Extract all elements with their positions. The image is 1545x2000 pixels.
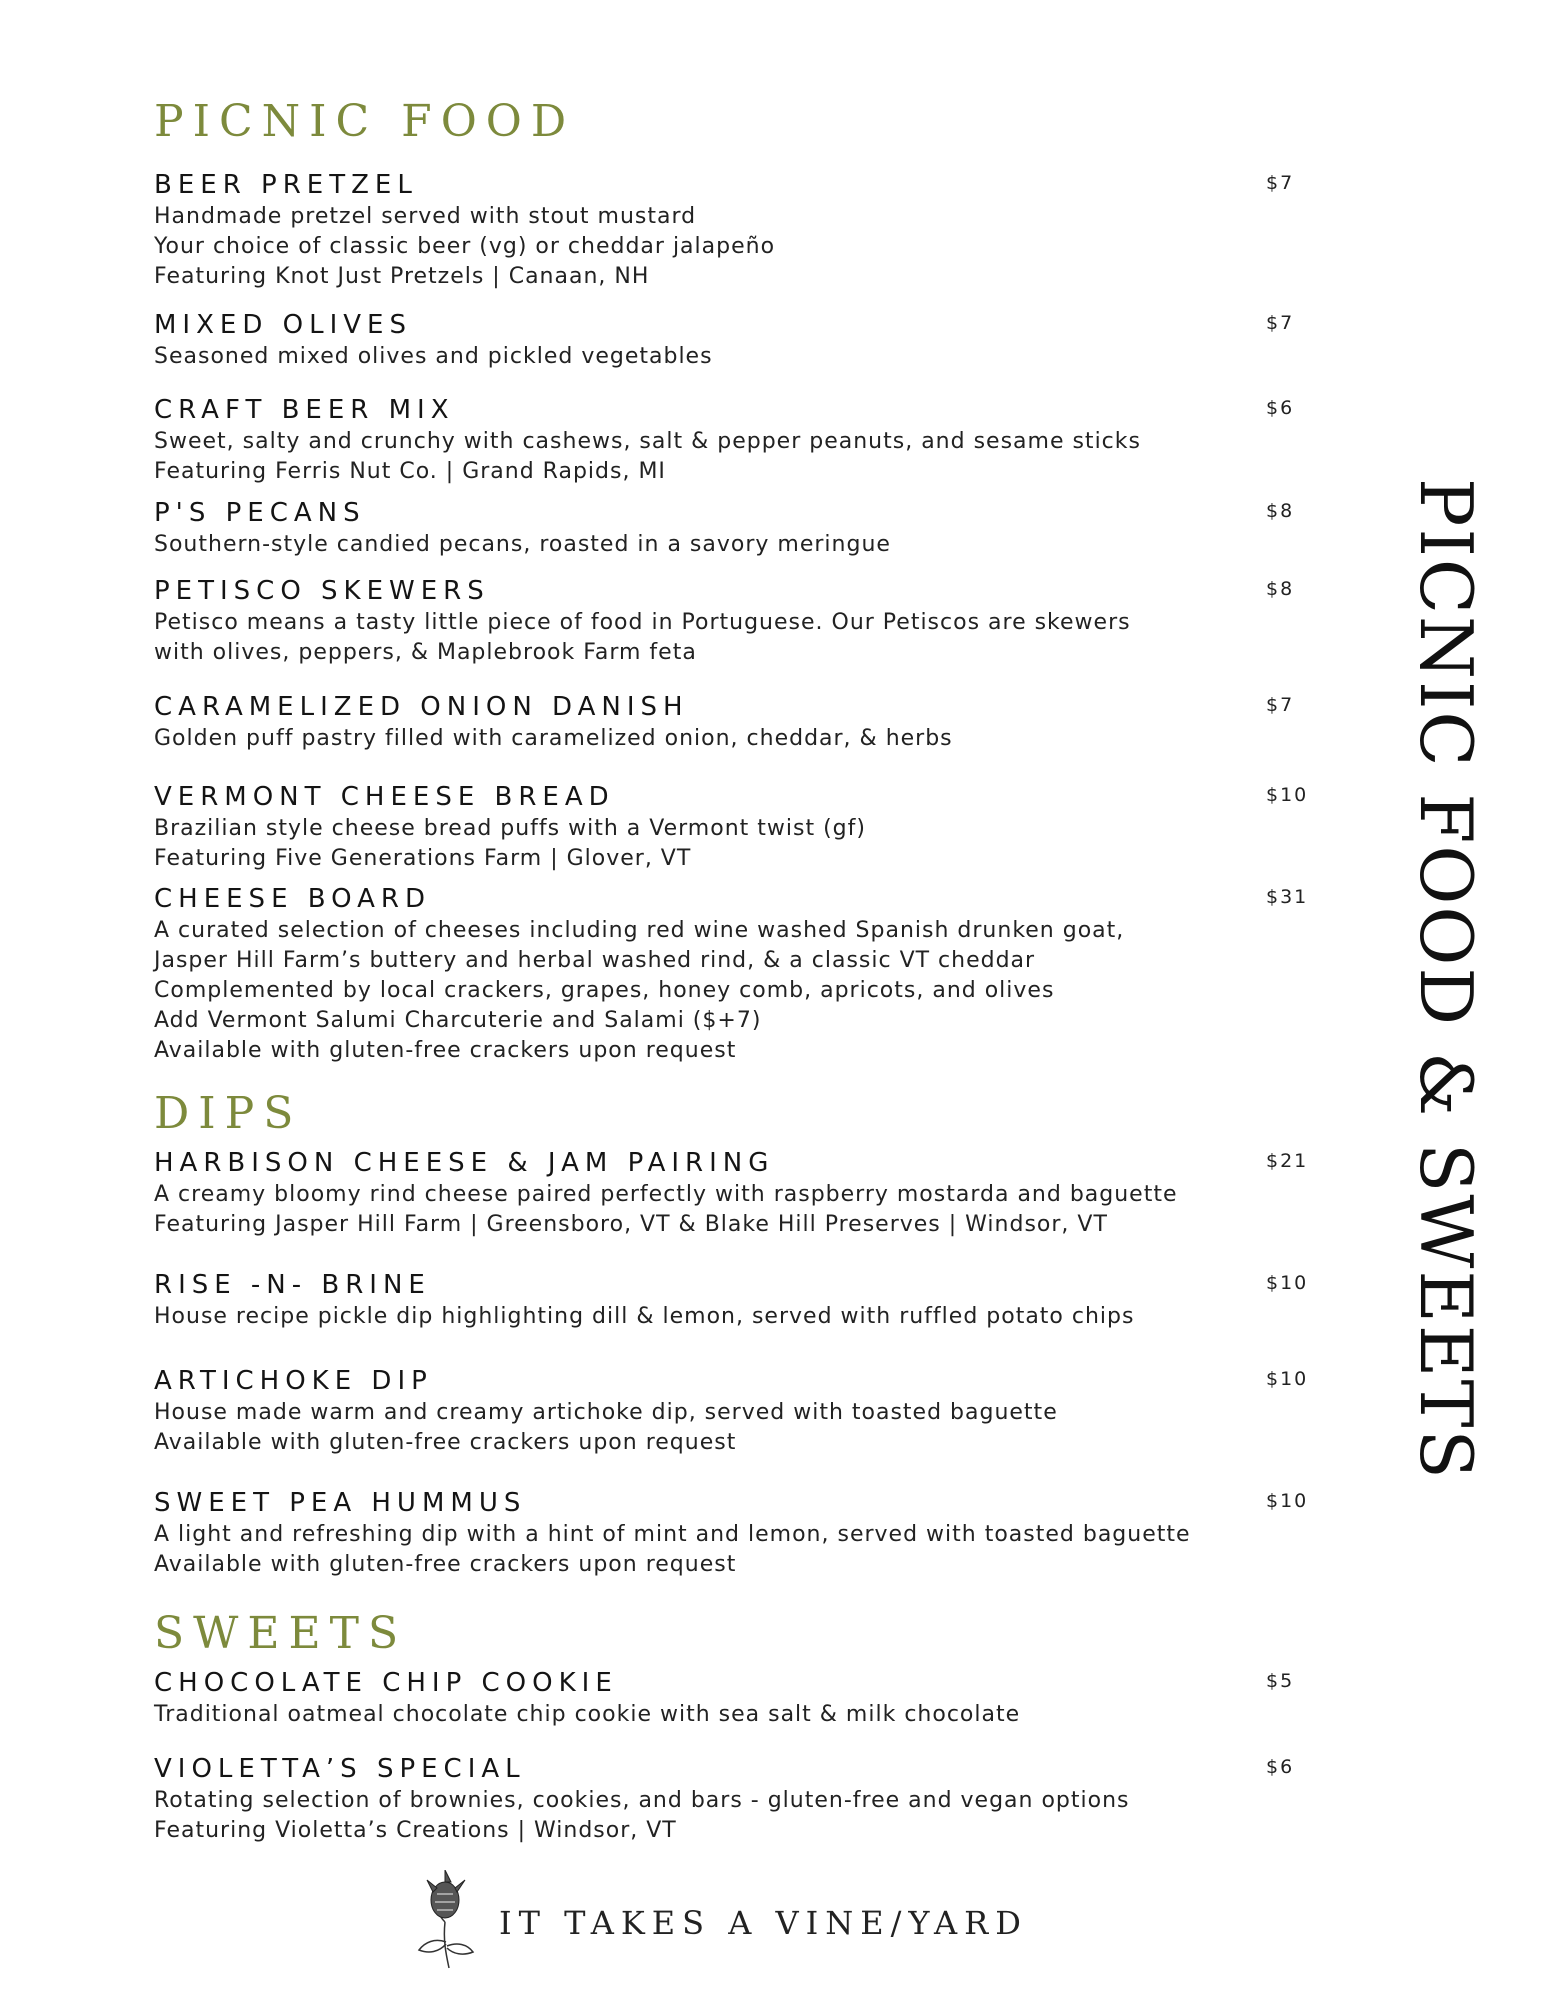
item-price: $10	[1266, 1490, 1309, 1512]
item-description: Petisco means a tasty little piece of food in Portuguese. Our Petiscos are skewers	[154, 610, 1131, 635]
menu-item	[154, 574, 1334, 668]
item-price: $7	[1266, 312, 1295, 334]
item-description: Southern-style candied pecans, roasted in a savory meringue	[154, 532, 891, 557]
item-price: $31	[1266, 886, 1309, 908]
item-name: VERMONT CHEESE BREAD	[154, 782, 615, 812]
footer-brand-text: IT TAKES A VINE/YARD	[499, 1903, 1028, 1942]
item-description: Featuring Five Generations Farm | Glover, VT	[154, 846, 692, 871]
item-price: $6	[1266, 1756, 1295, 1778]
item-description: with olives, peppers, & Maplebrook Farm feta	[154, 640, 697, 665]
item-name: ARTICHOKE DIP	[154, 1366, 433, 1396]
item-description: House made warm and creamy artichoke dip, served with toasted baguette	[154, 1400, 1058, 1425]
item-description: Sweet, salty and crunchy with cashews, salt & pepper peanuts, and sesame sticks	[154, 429, 1141, 454]
item-description: Available with gluten-free crackers upon request	[154, 1430, 737, 1455]
menu-item	[154, 882, 1334, 1066]
menu-item	[154, 1666, 1334, 1730]
item-name: SWEET PEA HUMMUS	[154, 1488, 527, 1518]
item-price: $5	[1266, 1670, 1295, 1692]
item-description: Brazilian style cheese bread puffs with a Vermont twist (gf)	[154, 816, 866, 841]
menu-item	[154, 1364, 1334, 1458]
item-name: CRAFT BEER MIX	[154, 395, 455, 425]
item-price: $8	[1266, 500, 1295, 522]
menu-item	[154, 1146, 1334, 1240]
item-name: HARBISON CHEESE & JAM PAIRING	[154, 1148, 775, 1178]
item-price: $10	[1266, 1272, 1309, 1294]
item-name: MIXED OLIVES	[154, 310, 412, 340]
item-description: Available with gluten-free crackers upon request	[154, 1038, 737, 1063]
item-description: House recipe pickle dip highlighting dill & lemon, served with ruffled potato chips	[154, 1304, 1135, 1329]
item-name: CHOCOLATE CHIP COOKIE	[154, 1668, 618, 1698]
footer	[405, 1870, 1028, 1975]
item-description: A curated selection of cheeses including red wine washed Spanish drunken goat,	[154, 918, 1125, 943]
item-description: Your choice of classic beer (vg) or cheddar jalapeño	[154, 234, 776, 259]
item-price: $10	[1266, 1368, 1309, 1390]
item-description: Seasoned mixed olives and pickled vegetables	[154, 344, 713, 369]
item-description: A light and refreshing dip with a hint of mint and lemon, served with toasted baguette	[154, 1522, 1191, 1547]
menu-item	[154, 308, 1334, 372]
menu-item	[154, 393, 1334, 487]
item-description: Golden puff pastry filled with caramelized onion, cheddar, & herbs	[154, 726, 953, 751]
menu-item	[154, 496, 1334, 560]
menu-item	[154, 168, 1334, 292]
item-description: Featuring Violetta’s Creations | Windsor, VT	[154, 1818, 677, 1843]
item-description: Featuring Ferris Nut Co. | Grand Rapids, MI	[154, 459, 666, 484]
item-price: $10	[1266, 784, 1309, 806]
item-price: $21	[1266, 1150, 1309, 1172]
item-name: RISE -N- BRINE	[154, 1270, 431, 1300]
side-title: PICNIC FOOD & SWEETS	[1404, 478, 1488, 1481]
item-name: P'S PECANS	[154, 498, 366, 528]
menu-item	[154, 690, 1334, 754]
item-name: BEER PRETZEL	[154, 170, 418, 200]
item-price: $8	[1266, 578, 1295, 600]
item-description: Featuring Knot Just Pretzels | Canaan, NH	[154, 264, 650, 289]
menu-item	[154, 1268, 1334, 1332]
item-name: VIOLETTA’S SPECIAL	[154, 1754, 526, 1784]
item-description: Rotating selection of brownies, cookies, and bars - gluten-free and vegan options	[154, 1788, 1130, 1813]
item-description: Featuring Jasper Hill Farm | Greensboro, VT & Blake Hill Preserves | Windsor, VT	[154, 1212, 1108, 1237]
menu-item	[154, 1752, 1334, 1846]
item-description: Add Vermont Salumi Charcuterie and Salami ($+7)	[154, 1008, 762, 1033]
item-description: Handmade pretzel served with stout mustard	[154, 204, 697, 229]
section-title-picnic-food: PICNIC FOOD	[154, 96, 576, 147]
section-title-dips: DIPS	[154, 1088, 303, 1139]
item-description: Complemented by local crackers, grapes, honey comb, apricots, and olives	[154, 978, 1055, 1003]
menu-item	[154, 780, 1334, 874]
item-price: $7	[1266, 694, 1295, 716]
item-description: Available with gluten-free crackers upon request	[154, 1552, 737, 1577]
item-price: $6	[1266, 397, 1295, 419]
item-price: $7	[1266, 172, 1295, 194]
item-name: CARAMELIZED ONION DANISH	[154, 692, 689, 722]
item-description: Traditional oatmeal chocolate chip cookie with sea salt & milk chocolate	[154, 1702, 1021, 1727]
item-description: Jasper Hill Farm’s buttery and herbal washed rind, & a classic VT cheddar	[154, 948, 1036, 973]
item-name: PETISCO SKEWERS	[154, 576, 490, 606]
section-title-sweets: SWEETS	[154, 1608, 408, 1659]
item-name: CHEESE BOARD	[154, 884, 432, 914]
clover-flower-icon	[405, 1870, 485, 1975]
menu-item	[154, 1486, 1334, 1580]
item-description: A creamy bloomy rind cheese paired perfectly with raspberry mostarda and baguette	[154, 1182, 1178, 1207]
